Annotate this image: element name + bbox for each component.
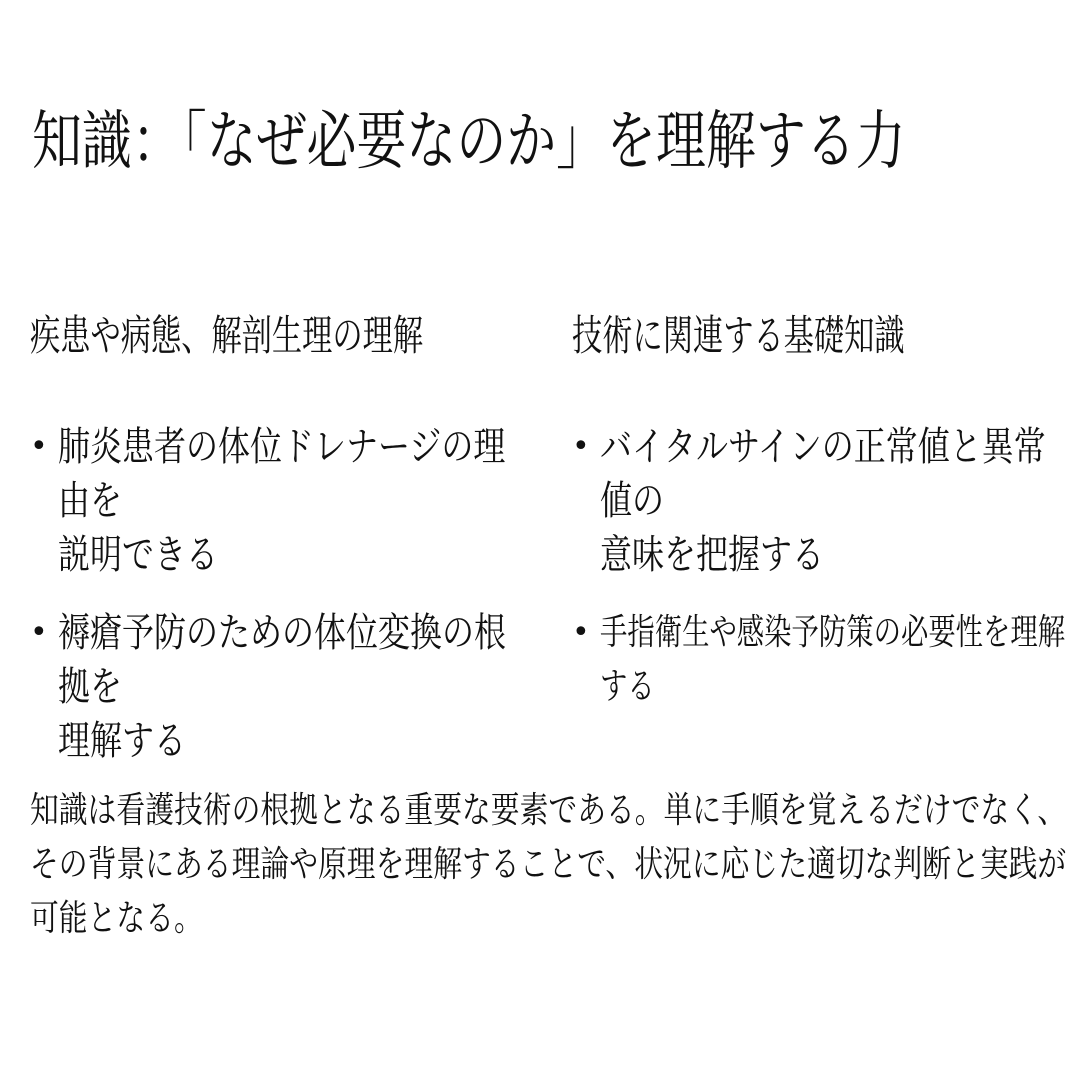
bullet-line: 褥瘡予防のための体位変換の根拠を (58, 610, 506, 710)
bullet-line: 意味を把握する (600, 532, 824, 578)
bullet-line: 肺炎患者の体位ドレナージの理由を (58, 424, 506, 524)
slide-title: 知識：「なぜ必要なのか」を理解する力 (32, 105, 906, 179)
summary-line: 可能となる。 (30, 898, 203, 939)
list-item (572, 420, 1092, 582)
list-item (572, 606, 1092, 714)
bullet-text (58, 606, 506, 768)
bullet-line: バイタルサインの正常値と異常値の (600, 424, 1046, 524)
left-column (30, 292, 550, 792)
summary-paragraph (30, 784, 1070, 946)
left-column-heading: 疾患や病態、解剖生理の理解 (30, 311, 424, 360)
bullet-text (58, 420, 506, 582)
bullet-dot-icon: • (572, 429, 590, 464)
bullet-line: 手指衛生や感染予防策の必要性を理解する (600, 612, 1066, 707)
left-bullet-list (30, 420, 550, 768)
bullet-text (600, 606, 1071, 714)
bullet-line: 理解する (58, 718, 186, 764)
list-item (30, 606, 550, 768)
right-bullet-list (572, 420, 1092, 714)
right-column-heading: 技術に関連する基礎知識 (572, 311, 905, 360)
bullet-dot-icon: • (30, 429, 48, 464)
right-column (572, 292, 1092, 738)
summary-line: 知識は看護技術の根拠となる重要な要素である。単に手順を覚えるだけでなく、 (30, 790, 1067, 831)
summary-line: その背景にある理論や原理を理解することで、状況に応じた適切な判断と実践が (30, 844, 1067, 885)
bullet-dot-icon: • (572, 615, 590, 650)
bullet-line: 説明できる (58, 532, 218, 578)
bullet-dot-icon: • (30, 615, 48, 650)
list-item (30, 420, 550, 582)
bullet-text (600, 420, 1048, 582)
